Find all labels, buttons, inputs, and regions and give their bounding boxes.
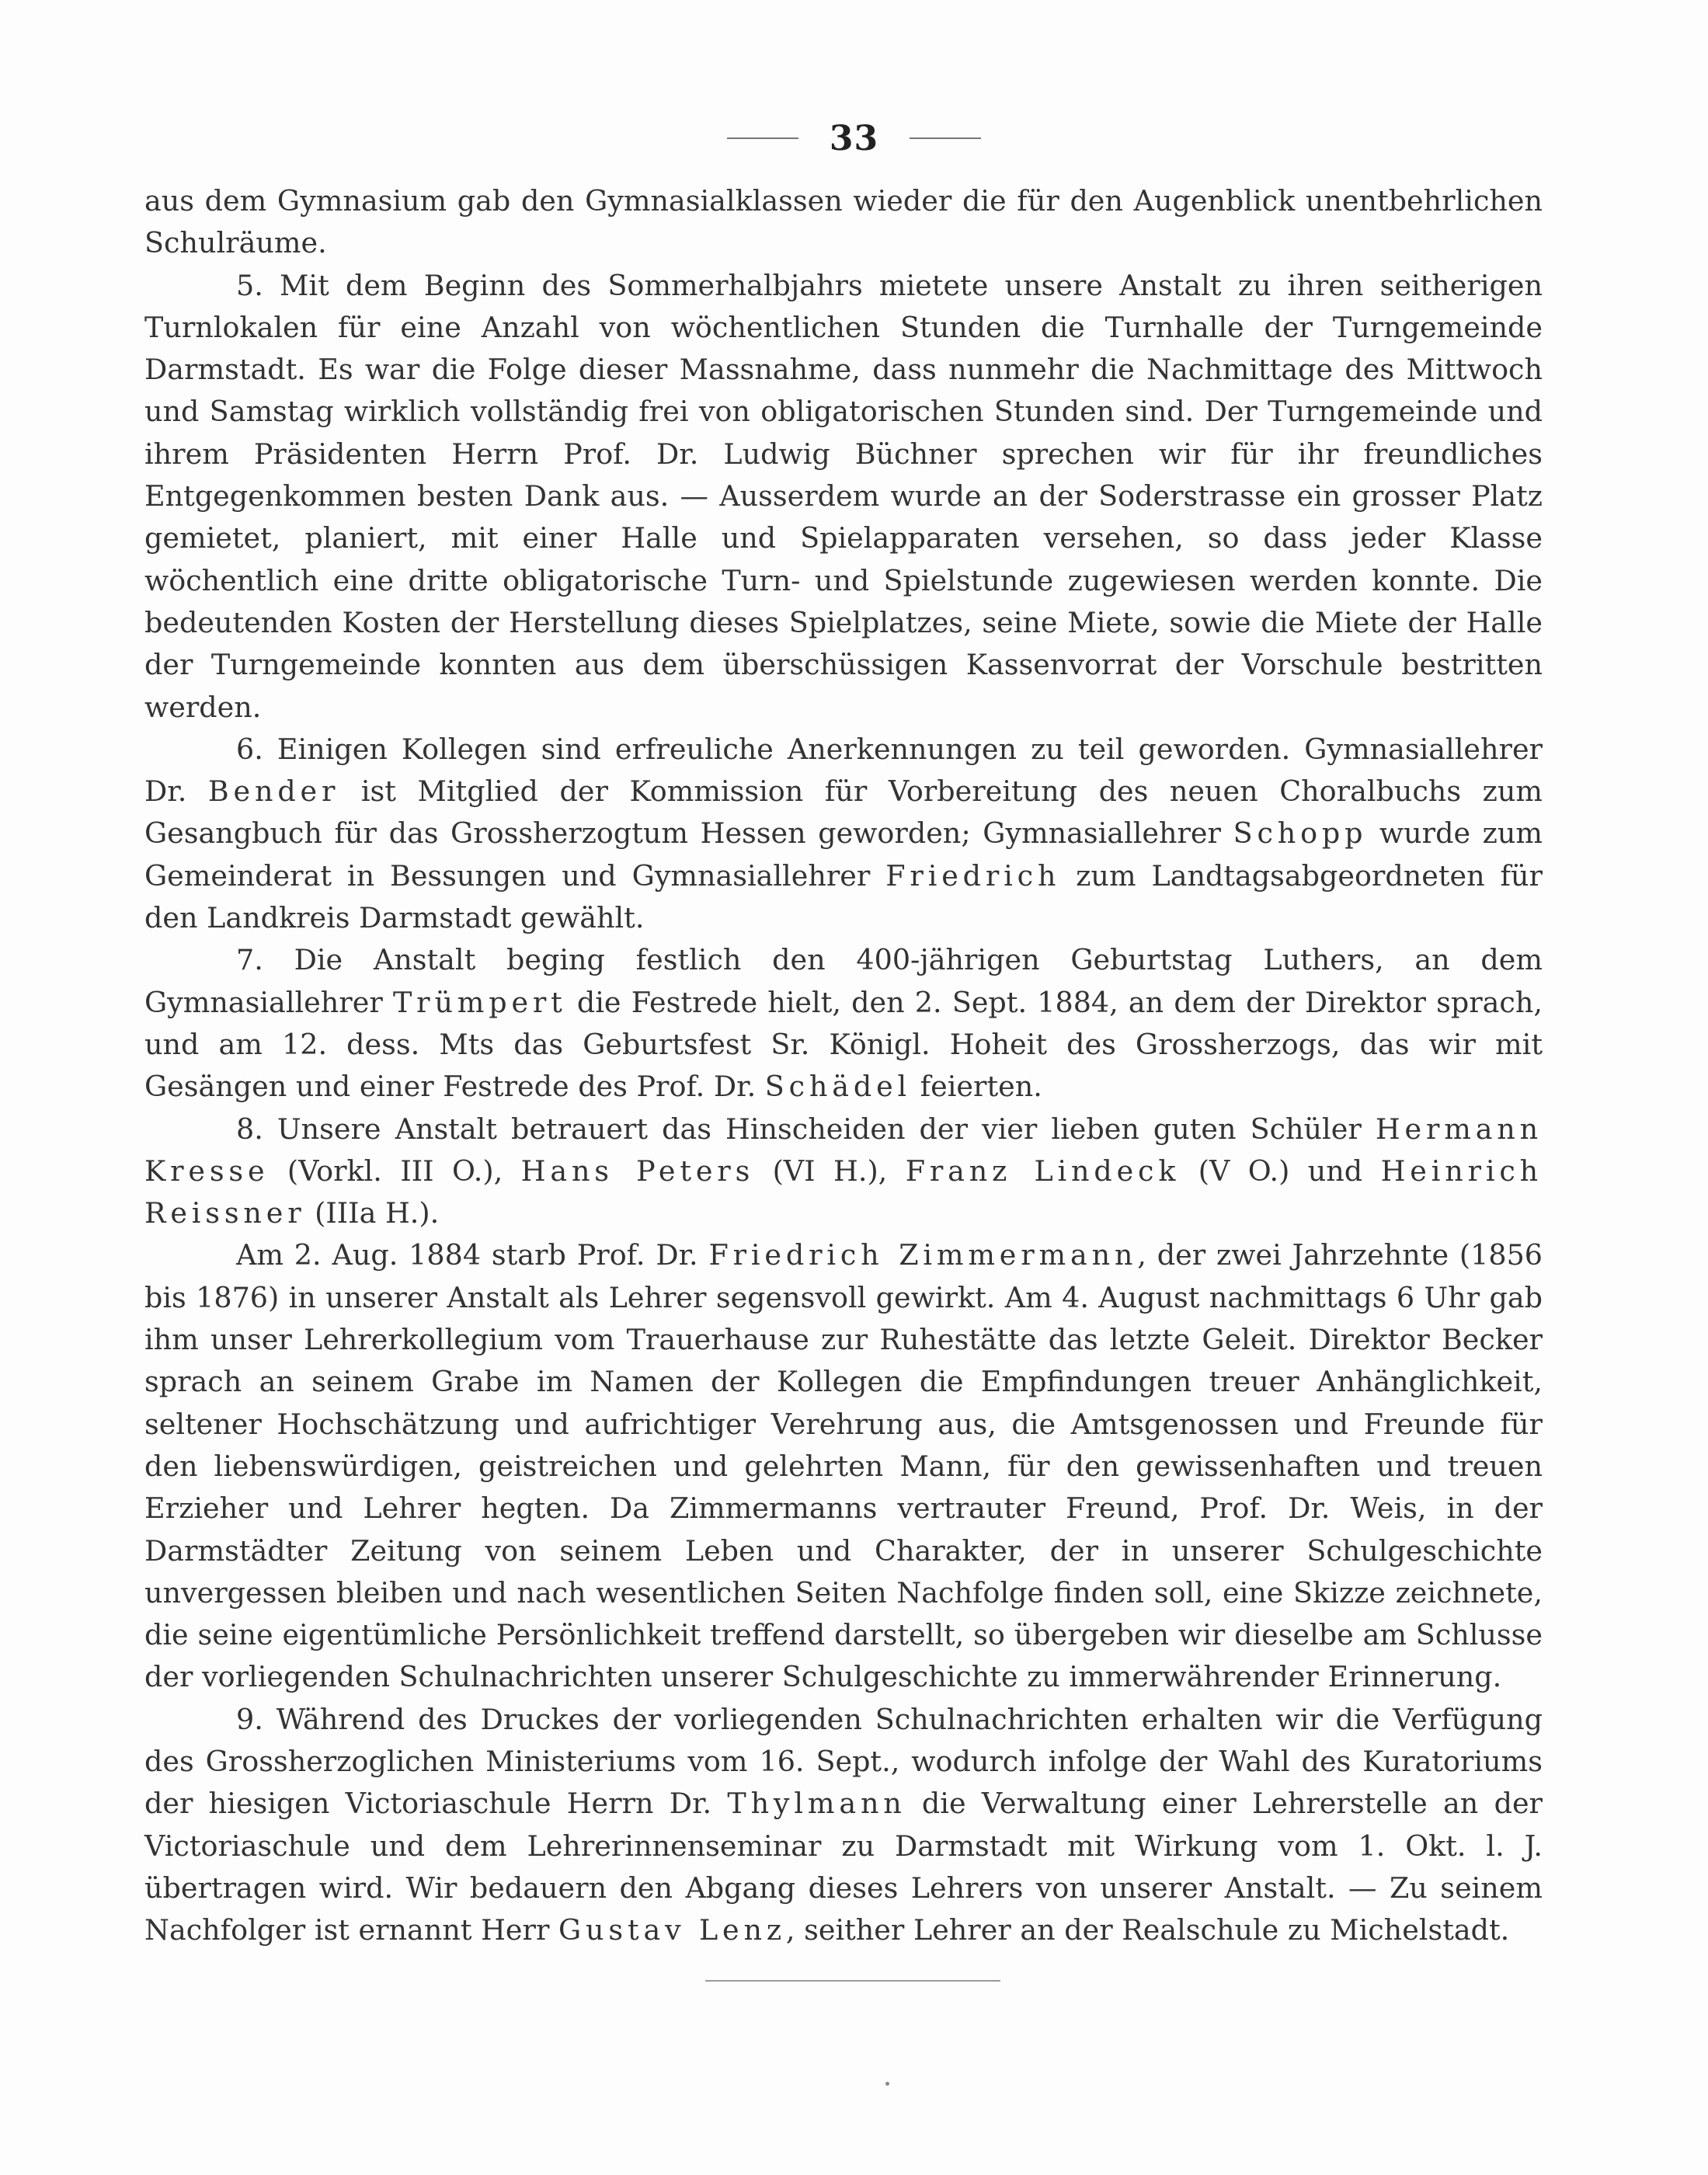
text-run: die Festrede hielt, den 2. Sept. 1884, an dem der Direktor sprach, und am 12. dess. Mts das Geburtsfest Sr. Königl. Hoheit des Grossherzogs, das wir mit Gesängen und einer Festrede des Prof. Dr.	[144, 985, 1543, 1104]
text-run: 6. Einigen Kollegen sind erfreuliche Anerkennungen zu teil geworden. Gymnasiallehrer Dr.	[144, 732, 1543, 809]
paragraph-9	[144, 1699, 1543, 1952]
text-run: ist Mitglied der Kommission für Vorbereitung des neuen Choralbuchs zum Gesangbuch für das Grossherzogtum Hessen geworden; Gymnasiallehrer	[144, 774, 1543, 851]
person-name: Thylmann	[727, 1787, 906, 1821]
paragraph-7	[144, 939, 1543, 1108]
body-text	[144, 180, 1543, 1951]
header-dash-right	[910, 137, 981, 139]
page-number: 33	[829, 118, 879, 158]
header-dash-left	[727, 137, 798, 139]
text-run: 9. Während des Druckes der vorliegenden Schulnachrichten erhalten wir die Verfügung des Grossherzoglichen Ministeriums vom 16. Sept., wodurch infolge der Wahl des Kuratoriums der hiesigen Victoriaschule Herrn Dr.	[144, 1702, 1543, 1821]
text-run: Am 2. Aug. 1884 starb Prof. Dr.	[236, 1238, 709, 1272]
person-name: Friedrich Zimmermann	[708, 1238, 1138, 1272]
person-name: Schädel	[764, 1070, 912, 1104]
person-name: Schopp	[1233, 816, 1368, 851]
text-run: , der zwei Jahrzehnte (1856 bis 1876) in unserer Anstalt als Lehrer segensvoll gewirkt. Am 4. August nachmittags 6 Uhr gab ihm unser Lehrerkollegium vom Trauerhause zur Ruhestätte das letzte Geleit. Direktor Becker sprach an seinem Grabe im Namen der Kollegen die Empfindungen treuer Anhänglichkeit, seltener Hochschätzung und aufrichtiger Verehrung aus, die Amtsgenossen und Freunde für den liebenswürdigen, geistreichen und gelehrten Mann, für den gewissenhaften und treuen Erzieher und Lehrer hegten. Da Zimmermanns vertrauter Freund, Prof. Dr. Weis, in der Darmstädter Zeitung von seinem Leben und Charakter, der in unserer Schulgeschichte unvergessen bleiben und nach wesentlichen Seiten Nachfolge finden soll, eine Skizze zeichnete, die seine eigentümliche Persönlichkeit treffend darstellt, so übergeben wir dieselbe am Schlusse der vorliegenden Schulnachrichten unserer Schulgeschichte zu immerwährender Erinnerung.	[144, 1238, 1543, 1694]
person-name: Franz Lindeck	[905, 1154, 1181, 1188]
text-run: wurde zum Gemeinderat in Bessungen und Gymnasiallehrer	[144, 816, 1543, 893]
text-run: die Verwaltung einer Lehrerstelle an der Victoriaschule und dem Lehrerinnenseminar zu Darmstadt mit Wirkung vom 1. Okt. l. J. übertragen wird. Wir bedauern den Abgang dieses Lehrers von unserer Anstalt. — Zu seinem Nachfolger ist ernannt Herr	[144, 1787, 1543, 1947]
specks	[885, 2082, 889, 2086]
page-header	[0, 115, 1708, 162]
person-name: Gustav Lenz	[558, 1913, 786, 1947]
paragraph-continuation: aus dem Gymnasium gab den Gymnasialklassen wieder die für den Augenblick unentbehrlichen Schulräume.	[144, 184, 1543, 260]
person-name: Bender	[207, 774, 340, 809]
paragraph-6	[144, 729, 1543, 939]
text-run: (V O.) und	[1180, 1154, 1381, 1188]
person-name: Heinrich Reissner	[144, 1154, 1543, 1230]
closing-rule	[705, 1980, 1000, 1982]
text-run: zum Landtagsabgeordneten für den Landkreis Darmstadt gewählt.	[144, 858, 1543, 935]
paragraph-8-obituary	[144, 1234, 1543, 1698]
person-name: Hermann Kresse	[144, 1112, 1543, 1188]
text-run: 7. Die Anstalt beging festlich den 400-jährigen Geburtstag Luthers, an dem Gymnasiallehrer	[144, 943, 1543, 1019]
text-run: , seither Lehrer an der Realschule zu Michelstadt.	[785, 1913, 1510, 1947]
text-run: (IIIa H.).	[305, 1196, 440, 1230]
person-name: Trümpert	[392, 985, 567, 1019]
text-run: (Vorkl. III O.),	[269, 1154, 521, 1188]
text-run: 8. Unsere Anstalt betrauert das Hinscheiden der vier lieben guten Schüler	[236, 1112, 1376, 1146]
text-run: (VI H.),	[754, 1154, 906, 1188]
person-name: Hans Peters	[520, 1154, 755, 1188]
person-name: Friedrich	[885, 858, 1061, 893]
paragraph-5: 5. Mit dem Beginn des Sommerhalbjahrs mietete unsere Anstalt zu ihren seitherigen Turnlokalen für eine Anzahl von wöchentlichen Stunden die Turnhalle der Turngemeinde Darmstadt. Es war die Folge dieser Massnahme, dass nunmehr die Nachmittage des Mittwoch und Samstag wirklich vollständig frei von obligatorischen Stunden sind. Der Turngemeinde und ihrem Präsidenten Herrn Prof. Dr. Ludwig Büchner sprechen wir für ihr freundliches Entgegenkommen besten Dank aus. — Ausserdem wurde an der Soderstrasse ein grosser Platz gemietet, planiert, mit einer Halle und Spielapparaten versehen, so dass jeder Klasse wöchentlich eine dritte obligatorische Turn- und Spielstunde zugewiesen werden konnte. Die bedeutenden Kosten der Herstellung dieses Spielplatzes, seine Miete, sowie die Miete der Halle der Turngemeinde konnten aus dem überschüssigen Kassenvorrat der Vorschule bestritten werden.	[144, 268, 1543, 724]
text-run: feierten.	[911, 1070, 1042, 1104]
paragraph-8	[144, 1108, 1543, 1235]
